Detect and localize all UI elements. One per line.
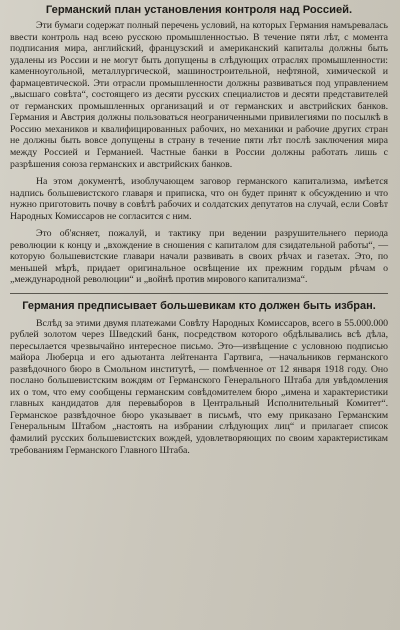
paragraph: Эти бумаги содержат полный перечень условий, на которых Германия намъревалась ввести контроль над всею русскою промышленностью. В течение пяти лѣт, с момента подписания мира, английский, французский и американский капиталы должны быть удалены из России и не могут быть допущены в слѣдующих отраслях промышленности: каменноугольной, металлургической, машиностроительной, нефтяной, химической и фармацевтической. Эти отрасли промышленности должны развиваться под управлением „высшаго совѣта“, состоящего из десяти русских специалистов и десяти представителей от германских промышленных организаций и от германских и австрийских банков. Германия и Австрия должны пользоваться неограниченными привилегиями по посылкѣ в Россию механиков и квалифицированных рабочих, но механики и рабочие других стран не должны быть вовсе допущены в страну в течение пяти лѣт послѣ заключения мира между Россией и Германией. Частные банки в России должны работать лишь с разрѣшения союза германских и австрийских банков. (10, 20, 388, 170)
paragraph: Это об'ясняет, пожалуй, и тактику при ведении разрушительнего периода революции к концу и „вхождение в сношения с капиталом для сзидательной работы“, — которую большевистские главари начали развивать в своих рѣчах и газетах. Это, по меньшей мѣрѣ, придает оригинальное освѣщение их прежним гордым рѣчам о „международной революции“ и „войнѣ против мирового капитализма“. (10, 228, 388, 286)
paragraph: На этом документѣ, изоблучающем заговор германского капитализма, имѣется надпись большевистского главаря и приписка, что он будет принят к обсуждению и что нужно приготовить почву в совѣтѣ рабочих и солдатских депутатов на случай, если Совѣт Народных Комиссаров не согласится с ним. (10, 176, 388, 222)
section-germany-prescribes (10, 300, 388, 456)
section-german-plan (10, 3, 388, 286)
section-title-german-plan: Германский план установления контроля над Россией. (45, 4, 353, 16)
section-divider (10, 293, 388, 294)
section-title-germany-prescribes: Германия предписывает большевикам кто должен быть избран. (22, 300, 376, 313)
paragraph: Вслѣд за этими двумя платежами Совѣту Народных Комиссаров, всего в 55.000.000 рублей золотом через Шведский банк, посредством которого обдѣлывались всѣ дѣла, пересылается чрезвычайно интересное письмо. Это—извѣщение с условною подписью майора Люберца и его адьютанта лейтенанта Гартвига, —начальников германского развѣдочного бюро в Смольном институтѣ, — помѣченное от 12 января 1918 году. Оно послано большевистским вождям от Германского Генерального Штаба для увѣдомления их о том, что ему сообщены германским совѣдомителем бюро „имена и характеристики главных кандидатов для перевыборов в Центральный Исполнительный Комитет“. Германское развѣдочное бюро указывает в письмѣ, что ему приказано Германским Генеральным Штабом „настоять на избрании слѣдующих лиц“ и прилагает список фамилий русских большевистских вождей, удовлетворяющих по своим характеристикам требованиям Германского Главного Штаба. (10, 317, 388, 456)
